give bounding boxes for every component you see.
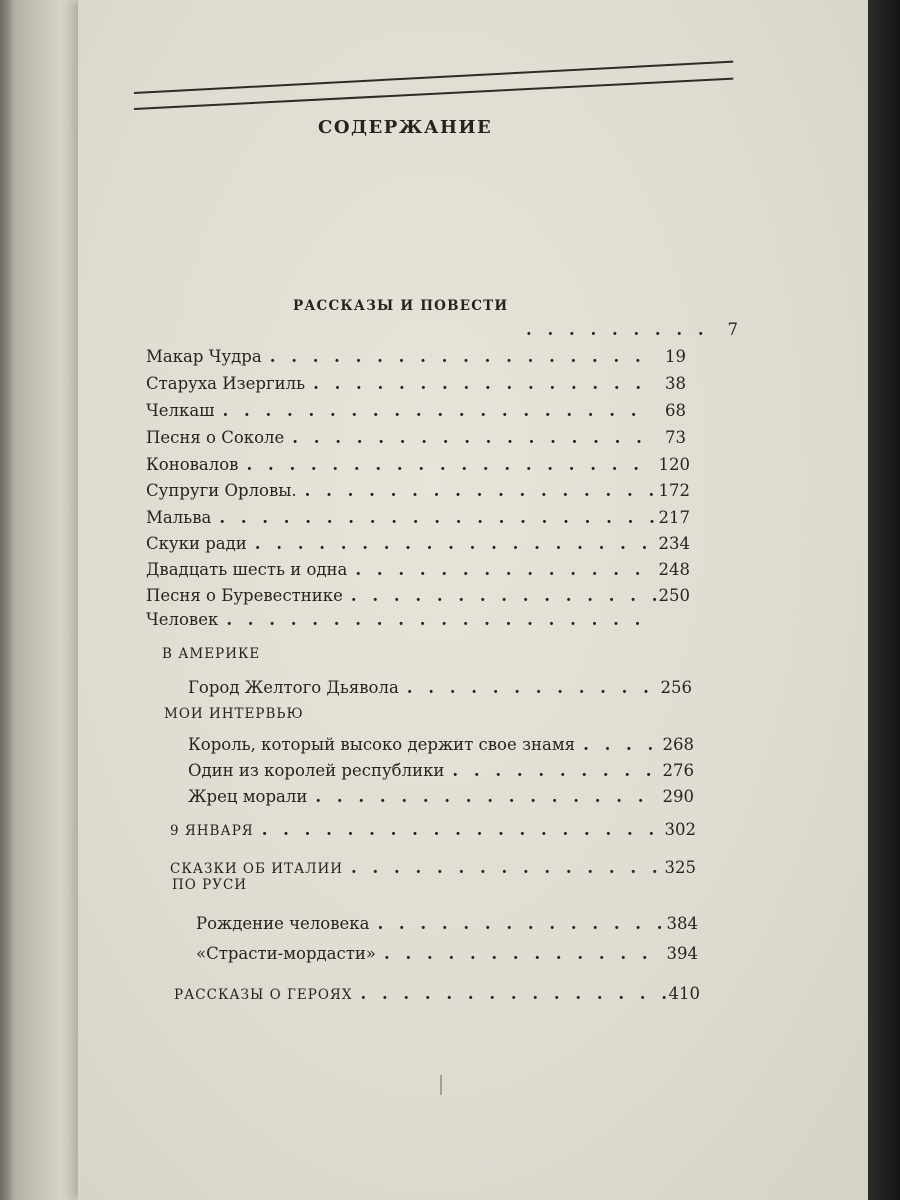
toc-title: Жрец морали	[188, 787, 308, 806]
toc-page-number: 172	[658, 481, 690, 500]
toc-title: Мальва	[146, 508, 212, 527]
toc-page-number: 7	[727, 320, 738, 339]
toc-title: Челкаш	[146, 401, 215, 420]
toc-title: Супруги Орловы.	[146, 481, 297, 500]
toc-row	[146, 558, 690, 582]
header-rule-bottom	[134, 78, 733, 110]
header-rule-top	[134, 61, 733, 94]
toc-page-number: 73	[665, 428, 686, 447]
toc-title: Песня о Буревестнике	[146, 586, 343, 605]
toc-page-number: 38	[665, 374, 686, 393]
toc-row	[196, 942, 698, 966]
toc-row-italy	[170, 856, 696, 880]
toc-title: «Страсти-мордасти»	[196, 944, 376, 963]
dark-background	[864, 0, 900, 1200]
toc-row	[196, 912, 698, 936]
toc-title: Король, который высоко держит свое знамя	[188, 735, 576, 754]
toc-page-number: 384	[666, 914, 698, 933]
toc-row	[146, 345, 686, 369]
leader-dots	[297, 479, 656, 503]
toc-title: Макар Чудра	[146, 347, 262, 366]
toc-page-number: 234	[658, 534, 690, 553]
section-title-interviews: МОИ ИНТЕРВЬЮ	[164, 706, 304, 722]
leader-dots	[352, 982, 666, 1006]
pencil-mark	[440, 1075, 442, 1095]
leader-dots	[254, 818, 662, 842]
toc-row	[188, 733, 694, 757]
leader-dots	[343, 584, 656, 608]
toc-page-number: 302	[664, 820, 696, 839]
toc-row-january	[170, 818, 696, 842]
toc-row	[146, 584, 690, 608]
toc-title: Один из королей республики	[188, 761, 445, 780]
toc-row	[188, 759, 694, 783]
toc-title: Скуки ради	[146, 534, 247, 553]
leader-dots	[305, 372, 652, 396]
toc-row	[146, 426, 686, 450]
toc-title: СКАЗКИ ОБ ИТАЛИИ	[170, 861, 344, 877]
toc-row	[188, 785, 694, 809]
leader-dots	[218, 608, 656, 632]
toc-title: Старуха Изергиль	[146, 374, 306, 393]
leader-dots	[247, 532, 656, 556]
toc-title: Рождение человека	[196, 914, 370, 933]
leader-dots	[369, 912, 664, 936]
leader-dots	[238, 453, 656, 477]
toc-page-number: 290	[662, 787, 694, 806]
toc-page-number: 248	[658, 560, 690, 579]
leader-dots	[215, 399, 653, 423]
toc-title: Двадцать шесть и одна	[146, 560, 348, 579]
leader-dots	[307, 785, 660, 809]
leader-dots	[343, 856, 662, 880]
toc-page-number: 68	[665, 401, 686, 420]
toc-row	[146, 608, 690, 632]
section-title-rus: ПО РУСИ	[172, 877, 248, 893]
toc-row-heroes	[174, 982, 700, 1006]
leader-dots	[399, 676, 658, 700]
leader-dots	[376, 942, 664, 966]
toc-page-number: 19	[665, 347, 686, 366]
page-title: СОДЕРЖАНИЕ	[318, 117, 493, 138]
toc-title: Коновалов	[146, 455, 239, 474]
section-title-america: В АМЕРИКЕ	[162, 646, 261, 662]
toc-page-number: 410	[668, 984, 700, 1003]
leader-dots	[284, 426, 652, 450]
section-title-stories: РАССКАЗЫ И ПОВЕСТИ	[293, 298, 509, 314]
toc-row-intro	[518, 318, 738, 342]
toc-page-number: 217	[658, 508, 690, 527]
toc-title: Человек	[146, 610, 219, 629]
toc-page-number: 256	[660, 678, 692, 697]
leader-dots	[518, 318, 704, 342]
toc-row	[146, 399, 686, 423]
toc-row	[188, 676, 692, 700]
toc-page-number: 325	[664, 858, 696, 877]
toc-page-number: 268	[662, 735, 694, 754]
toc-row	[146, 506, 690, 530]
leader-dots	[347, 558, 656, 582]
leader-dots	[444, 759, 660, 783]
toc-page-number: 276	[662, 761, 694, 780]
toc-title: Город Желтого Дьявола	[188, 678, 399, 697]
leader-dots	[575, 733, 660, 757]
leader-dots	[211, 506, 656, 530]
toc-page-number: 394	[666, 944, 698, 963]
toc-row	[146, 372, 686, 396]
toc-row	[146, 479, 690, 503]
toc-row	[146, 532, 690, 556]
book-page	[78, 0, 868, 1200]
toc-title: 9 ЯНВАРЯ	[170, 823, 254, 839]
toc-title: РАССКАЗЫ О ГЕРОЯХ	[174, 987, 353, 1003]
toc-page-number: 120	[658, 455, 690, 474]
leader-dots	[262, 345, 652, 369]
toc-page-number: 250	[658, 586, 690, 605]
toc-row	[146, 453, 690, 477]
toc-title: Песня о Соколе	[146, 428, 285, 447]
left-page-edge	[0, 0, 12, 1200]
